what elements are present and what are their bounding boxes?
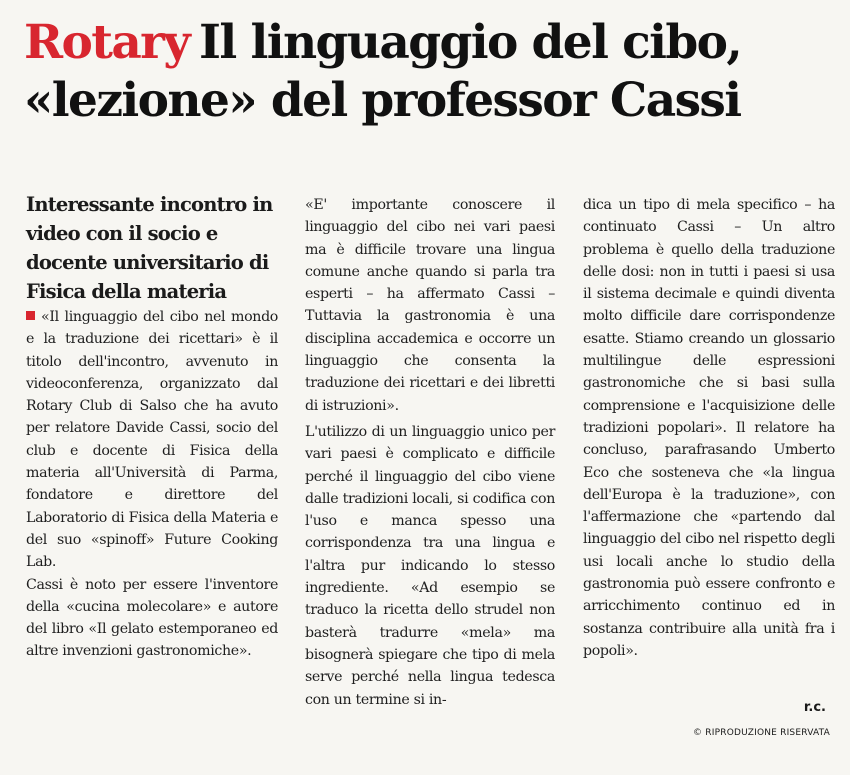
column2-paragraph2: L'utilizzo di un linguaggio unico per vari paesi è complicato e difficile perché il linguaggio del cibo viene dalle tradizioni locali, si codifica con l'uso e manca spesso una corrispondenza tra una lingua e l'altra pur indicando lo stesso ingrediente. «Ad esempio se traduco la ricetta dello strudel non basterà tradurre «mela» ma bisognerà spiegare che tipo di mela serve perché nella lingua tedesca con un termine si in- (305, 423, 555, 708)
red-square-icon (26, 311, 35, 320)
copyright-notice: © RIPRODUZIONE RISERVATA (693, 728, 830, 738)
headline (24, 14, 834, 130)
headline-line1: Il linguaggio del cibo, (199, 15, 742, 70)
article-column-1 (26, 190, 278, 663)
column1-paragraph2: Cassi è noto per essere l'inventore della «cucina molecolare» e autore del libro «Il gelato estemporaneo ed altre invenzioni gastronomiche». (26, 576, 278, 660)
subheadline: Interessante incontro in video con il socio e docente universitario di Fisica della materia (26, 193, 273, 303)
column1-paragraph1 (26, 306, 278, 574)
column2-paragraph1: «E' importante conoscere il linguaggio del cibo nei vari paesi ma è difficile trovare una lingua comune anche quando si parla tra esperti – ha affermato Cassi – Tuttavia la gastronomia è una disciplina accademica e occorre un linguaggio che consenta la traduzione dei ricettari e dei libretti di istruzioni». (305, 197, 555, 414)
article-column-2 (305, 190, 555, 711)
column1-paragraph1-text: «Il linguaggio del cibo nel mondo e la traduzione dei ricettari» è il titolo dell'incontro, avvenuto in videoconferenza, organizzato dal Rotary Club di Salso che ha avuto per relatore Davide Cassi, socio del club e docente di Fisica della materia all'Università di Parma, fondatore e direttore del Laboratorio di Fisica della Materia e del suo «spinoff» Future Cooking Lab. (26, 309, 278, 571)
headline-line2: «lezione» del professor Cassi (24, 73, 741, 128)
article-column-3 (583, 190, 835, 662)
author-signature: r.c. (803, 700, 826, 715)
headline-kicker: Rotary (24, 15, 190, 70)
column3-paragraph1: dica un tipo di mela specifico – ha continuato Cassi – Un altro problema è quello della traduzione delle dosi: non in tutti i paesi si usa il sistema decimale e quindi diventa molto difficile dare corrispondenze esatte. Stiamo creando un glossario multilingue delle espressioni gastronomiche che si basi sulla comprensione e l'acquisizione delle tradizioni popolari». Il relatore ha concluso, parafrasando Umberto Eco che sosteneva che «la lingua dell'Europa è la traduzione», con l'affermazione che «partendo dal linguaggio del cibo nel rispetto degli usi locali anche lo studio della gastronomia può essere confronto e arricchimento continuo ed in sostanza contribuire alla unità fra i popoli». (583, 197, 835, 659)
